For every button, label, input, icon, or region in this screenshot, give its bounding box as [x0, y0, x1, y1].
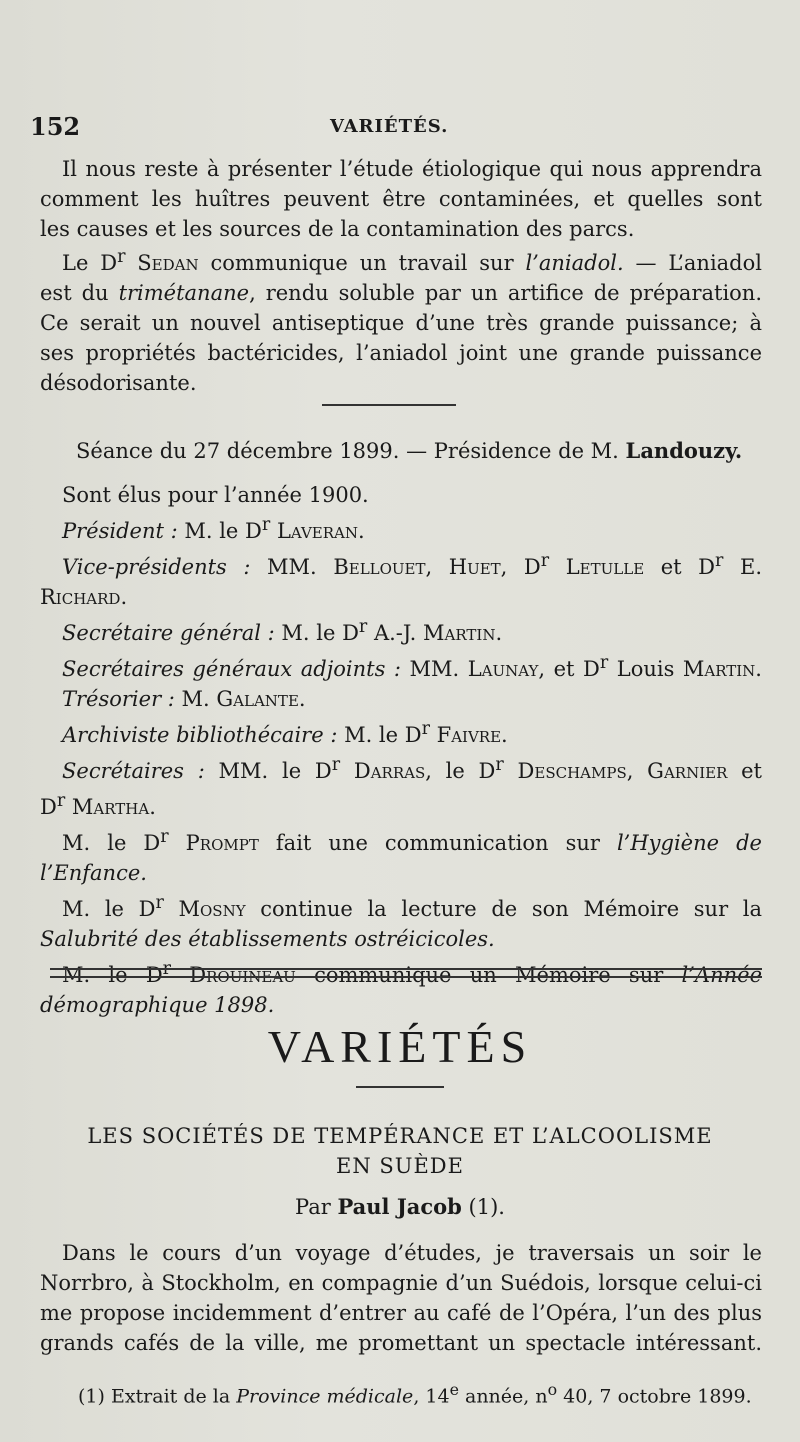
text-line: M. le $D^r$ Prompt fait une communication sur l’Hygiène de: [62, 827, 762, 855]
page-number: 152: [30, 112, 81, 141]
double-rule: [50, 968, 762, 978]
text-line: Le $D^r$ Sedan communique un travail sur l’aniadol. — L’aniadol: [62, 247, 762, 275]
text-line: Norrbro, à Stockholm, en compagnie d’un Suédois, lorsque celui-ci: [40, 1271, 762, 1295]
text-line: Secrétaire général : M. le $D^r$ A.-J. Martin.: [62, 617, 503, 645]
running-title: VARIÉTÉS.: [330, 116, 449, 137]
text-line: M. le $D^r$ Mosny continue la lecture de son Mémoire sur la: [62, 893, 762, 921]
article-body: [40, 1238, 762, 1358]
text-line: Salubrité des établissements ostréicicoles.: [40, 927, 495, 951]
page-header: [0, 112, 800, 142]
text-line: Richard.: [40, 585, 128, 609]
byline: Par Paul Jacob (1).: [295, 1194, 505, 1219]
text-line: Secrétaires généraux adjoints : MM. Launay, et $D^r$ Louis Martin.: [62, 653, 762, 681]
short-divider: [322, 404, 456, 406]
text-line: Président : M. le $D^r$ Laveran.: [62, 515, 365, 543]
seance-heading: Séance du 27 décembre 1899. — Présidence de M. Landouzy.: [76, 438, 743, 463]
text-line: ses propriétés bactéricides, l’aniadol joint une grande puissance: [40, 341, 762, 365]
text-line: démographique 1898.: [40, 993, 275, 1017]
text-line: M. le $D^r$ Drouineau communique un Mémoire sur l’Année: [62, 959, 762, 987]
elections-list: [40, 480, 762, 1020]
article-title-line-2: EN SUÈDE: [336, 1154, 464, 1178]
text-line: est du trimétanane, rendu soluble par un artifice de préparation.: [40, 281, 762, 305]
text-line: Il nous reste à présenter l’étude étiologique qui nous apprendra: [62, 157, 762, 181]
text-line: Secrétaires : MM. le $D^r$ Darras, le $D^r$ Deschamps, Garnier et: [62, 755, 762, 783]
text-line: Ce serait un nouvel antiseptique d’une très grande puissance; à: [40, 311, 762, 335]
text-line: Archiviste bibliothécaire : M. le $D^r$ Faivre.: [62, 719, 508, 747]
footnote: (1) Extrait de la Province médicale, 14e année, $n^o$ 40, 7 octobre 1899.: [78, 1380, 752, 1408]
title-divider: [356, 1086, 444, 1088]
text-line: Trésorier : M. Galante.: [62, 687, 306, 711]
text-line: Vice-présidents : MM. Bellouet, Huet, $D^r$ Letulle et $D^r$ E.: [62, 551, 762, 579]
paragraph-etiology: [40, 154, 762, 244]
text-line: grands cafés de la ville, me promettant un spectacle intéressant.: [40, 1331, 762, 1355]
section-title: VARIÉTÉS: [267, 1021, 533, 1072]
text-line: comment les huîtres peuvent être contaminées, et quelles sont: [40, 187, 762, 211]
text-line: $D^r$ Martha.: [40, 791, 156, 819]
text-line: Dans le cours d’un voyage d’études, je traversais un soir le: [62, 1241, 762, 1265]
text-line: me propose incidemment d’entrer au café de l’Opéra, l’un des plus: [40, 1301, 762, 1325]
text-line: Sont élus pour l’année 1900.: [62, 483, 369, 507]
text-line: désodorisante.: [40, 371, 197, 395]
article-title-line-1: LES SOCIÉTÉS DE TEMPÉRANCE ET L’ALCOOLISME: [87, 1124, 713, 1148]
paragraph-aniadol: [40, 242, 762, 398]
text-line: les causes et les sources de la contamination des parcs.: [40, 217, 635, 241]
text-line: l’Enfance.: [40, 861, 147, 885]
